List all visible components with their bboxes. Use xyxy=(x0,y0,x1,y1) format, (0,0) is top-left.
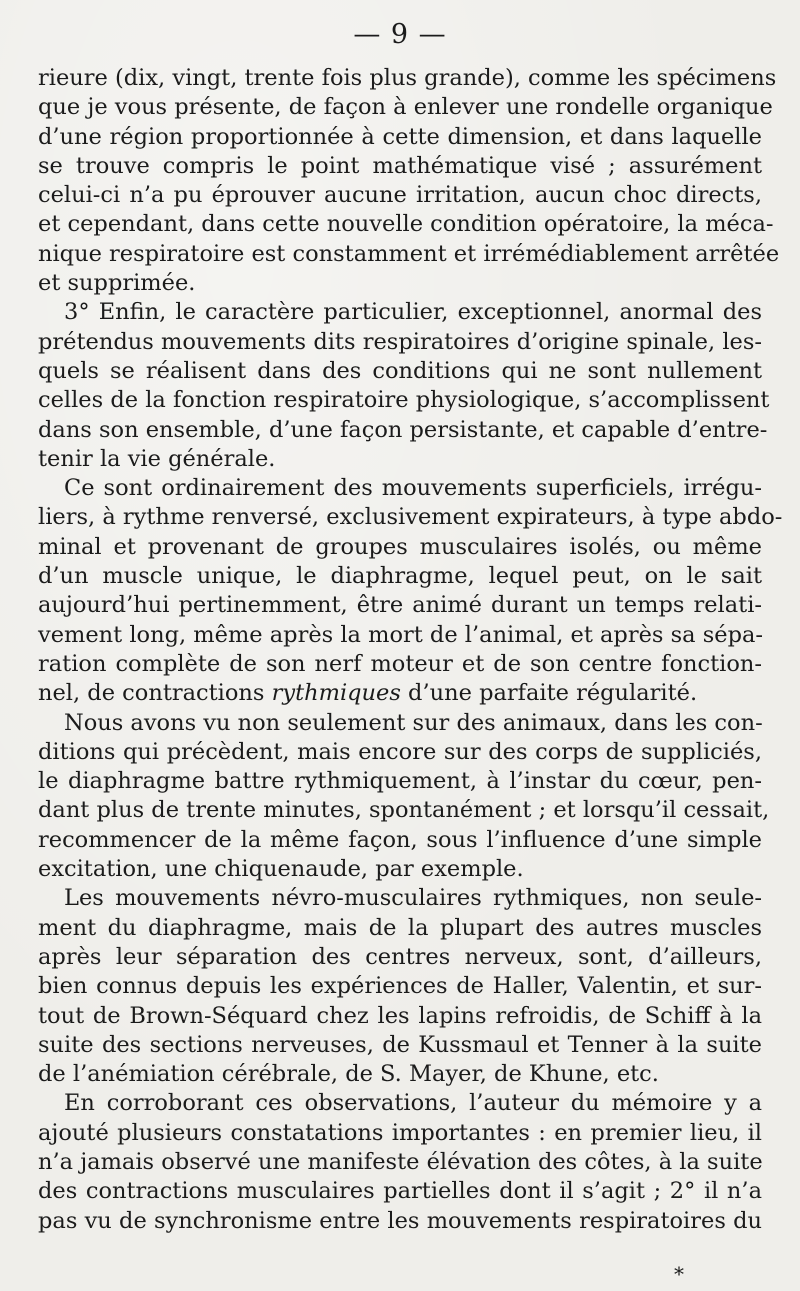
text-line: ajouté plusieurs constatations importantes : en premier lieu, il xyxy=(38,1119,762,1146)
text-line: Les mouvements névro-musculaires rythmiques, non seule- xyxy=(64,885,762,912)
text-line: liers, à rythme renversé, exclusivement expirateurs, à type abdo- xyxy=(38,504,783,531)
text-line: d’un muscle unique, le diaphragme, lequel peut, on le sait xyxy=(38,563,762,590)
text-line: ment du diaphragme, mais de la plupart des autres muscles xyxy=(38,914,762,941)
text-line: celui-ci n’a pu éprouver aucune irritation, aucun choc directs, xyxy=(38,182,762,209)
text-line: Ce sont ordinairement des mouvements superficiels, irrégu- xyxy=(64,475,762,502)
text-line: pas vu de synchronisme entre les mouvements respiratoires du xyxy=(38,1207,762,1234)
text-line: minal et provenant de groupes musculaires isolés, ou même xyxy=(38,533,762,560)
text-line: tout de Brown-Séquard chez les lapins refroidis, de Schiff à la xyxy=(38,1002,762,1029)
text-line: ditions qui précèdent, mais encore sur des corps de suppliciés, xyxy=(38,738,762,765)
text-line: En corroborant ces observations, l’auteur du mémoire y a xyxy=(64,1090,762,1117)
text-line: rieure (dix, vingt, trente fois plus grande), comme les spécimens xyxy=(38,65,777,91)
text-line: des contractions musculaires partielles dont il s’agit ; 2° il n’a xyxy=(38,1178,762,1205)
text-line: le diaphragme battre rythmiquement, à l’instar du cœur, pen- xyxy=(38,768,762,795)
italic-word: rythmiques xyxy=(271,680,401,707)
text-line: dant plus de trente minutes, spontanément ; et lorsqu’il cessait, xyxy=(38,797,770,824)
text-line: ration complète de son nerf moteur et de son centre fonction- xyxy=(38,650,762,677)
text-line: suite des sections nerveuses, de Kussmaul et Tenner à la suite xyxy=(38,1031,762,1058)
text-line: et supprimée. xyxy=(38,270,196,297)
text-line: tenir la vie générale. xyxy=(38,445,276,472)
text-line: après leur séparation des centres nerveux, sont, d’ailleurs, xyxy=(38,943,762,970)
text-line: se trouve compris le point mathématique visé ; assurément xyxy=(38,152,762,179)
text-line: Nous avons vu non seulement sur des animaux, dans les con- xyxy=(64,709,763,736)
text-line: n’a jamais observé une manifeste élévation des côtes, à la suite xyxy=(38,1148,763,1175)
text-line: celles de la fonction respiratoire physiologique, s’accomplissent xyxy=(38,387,770,414)
text-line: quels se réalisent dans des conditions qui ne sont nullement xyxy=(38,357,762,384)
text-line: excitation, une chiquenaude, par exemple. xyxy=(38,856,524,883)
text-line: dans son ensemble, d’une façon persistante, et capable d’entre- xyxy=(38,416,768,443)
text-line: et cependant, dans cette nouvelle condition opératoire, la méca- xyxy=(38,211,774,238)
text-line: bien connus depuis les expériences de Haller, Valentin, et sur- xyxy=(38,973,762,1000)
page-number: — 9 — xyxy=(353,19,447,50)
text-line: aujourd’hui pertinemment, être animé durant un temps relati- xyxy=(38,592,762,619)
signature-mark: * xyxy=(674,1262,684,1286)
text-line: prétendus mouvements dits respiratoires d’origine spinale, les- xyxy=(38,328,762,355)
text-line: nique respiratoire est constamment et irrémédiablement arrêtée xyxy=(38,240,780,267)
text-line: d’une région proportionnée à cette dimension, et dans laquelle xyxy=(38,123,762,150)
paragraph-3 xyxy=(38,474,783,708)
text-line: nel, de contractions rythmiques d’une parfaite régularité. xyxy=(38,680,698,707)
paragraph-1 xyxy=(38,64,780,298)
text-line: recommencer de la même façon, sous l’influence d’une simple xyxy=(38,826,762,853)
paragraph-4 xyxy=(38,709,770,885)
paragraph-6 xyxy=(38,1089,762,1235)
text-line: que je vous présente, de façon à enlever une rondelle organique xyxy=(38,94,773,121)
paragraph-5 xyxy=(38,884,762,1089)
text-line: de l’anémiation cérébrale, de S. Mayer, de Khune, etc. xyxy=(38,1061,659,1088)
text-line: 3° Enfin, le caractère particulier, exceptionnel, anormal des xyxy=(64,299,762,326)
paragraph-2 xyxy=(38,298,770,474)
text-line: vement long, même après la mort de l’animal, et après sa sépa- xyxy=(38,621,763,648)
